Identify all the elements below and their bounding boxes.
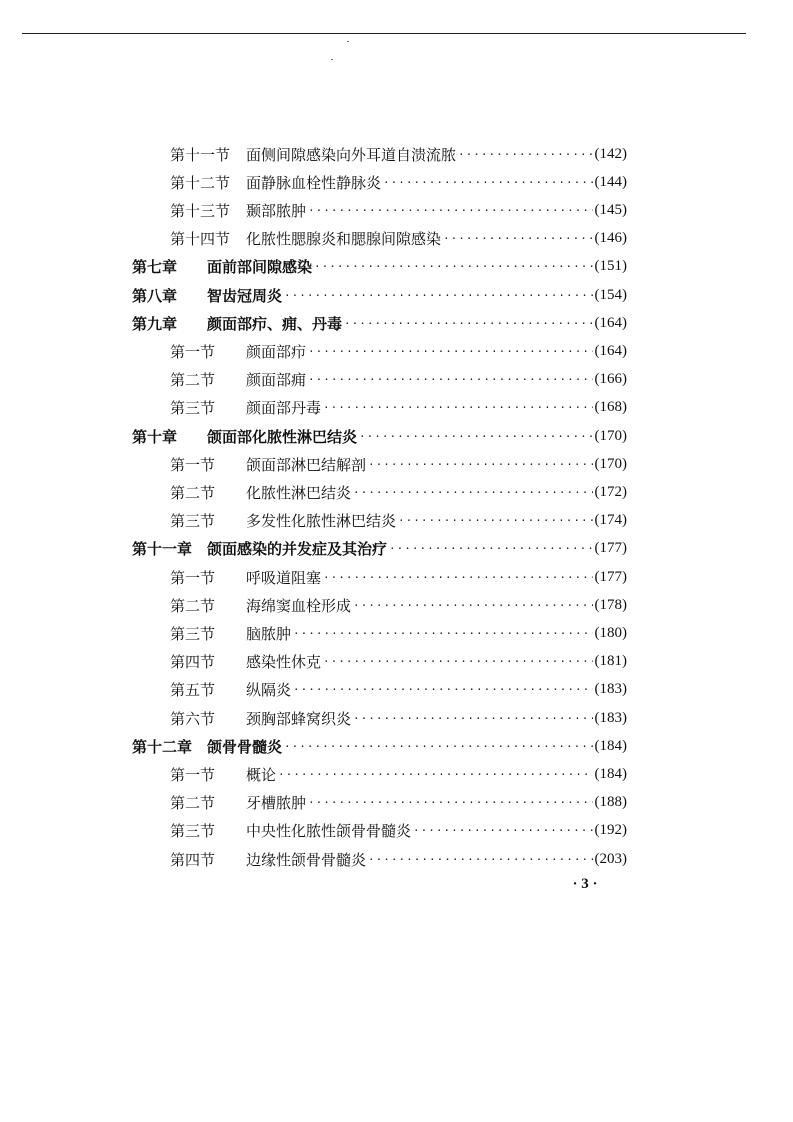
toc-section-entry[interactable] xyxy=(170,168,627,196)
section-number: 第一节 xyxy=(170,342,216,361)
dot-leader xyxy=(284,289,592,302)
section-title: 海绵窦血栓形成 xyxy=(246,596,352,615)
section-title: 颈胸部蜂窝织炎 xyxy=(246,709,352,728)
dot-leader xyxy=(278,768,592,781)
dot-leader xyxy=(383,176,592,189)
page-reference: (146) xyxy=(594,230,627,247)
chapter-number: 第十二章 xyxy=(132,737,193,756)
page-reference: (184) xyxy=(594,737,627,754)
chapter-title: 面前部间隙感染 xyxy=(207,258,313,277)
chapter-number: 第八章 xyxy=(132,286,178,305)
toc-chapter-entry[interactable] xyxy=(132,535,627,563)
dot-leader xyxy=(323,571,592,584)
scan-speck xyxy=(347,41,349,42)
dot-leader xyxy=(323,655,592,668)
section-number: 第十三节 xyxy=(170,201,231,220)
chapter-title: 颌骨骨髓炎 xyxy=(207,737,283,756)
toc-section-entry[interactable] xyxy=(170,619,627,647)
section-title: 多发性化脓性淋巴结炎 xyxy=(246,512,397,531)
dot-leader xyxy=(308,373,592,386)
dot-leader xyxy=(398,514,592,527)
chapter-title: 颌面部化脓性淋巴结炎 xyxy=(207,427,358,446)
section-number: 第五节 xyxy=(170,681,216,700)
dot-leader xyxy=(284,740,592,753)
chapter-title: 智齿冠周炎 xyxy=(207,286,283,305)
dot-leader xyxy=(308,345,592,358)
toc-chapter-entry[interactable] xyxy=(132,732,627,760)
page-reference: (177) xyxy=(594,540,627,557)
dot-leader xyxy=(353,486,592,499)
section-number: 第二节 xyxy=(170,596,216,615)
toc-section-entry[interactable] xyxy=(170,225,627,253)
section-number: 第三节 xyxy=(170,624,216,643)
section-number: 第四节 xyxy=(170,653,216,672)
section-number: 第二节 xyxy=(170,794,216,813)
dot-leader xyxy=(368,458,592,471)
section-title: 颜面部痈 xyxy=(246,371,307,390)
page-reference: (183) xyxy=(594,709,627,726)
dot-leader xyxy=(389,542,592,555)
toc-section-entry[interactable] xyxy=(170,450,627,478)
section-title: 中央性化脓性颌骨骨髓炎 xyxy=(246,822,412,841)
section-title: 颌面部淋巴结解剖 xyxy=(246,455,367,474)
page-reference: (203) xyxy=(594,850,627,867)
dot-leader xyxy=(458,148,592,161)
toc-section-entry[interactable] xyxy=(170,789,627,817)
page-reference: (142) xyxy=(594,145,627,162)
page-reference: (144) xyxy=(594,173,627,190)
dot-leader xyxy=(359,430,592,443)
section-title: 颜面部疖 xyxy=(246,342,307,361)
toc-section-entry[interactable] xyxy=(170,676,627,704)
page-reference: (154) xyxy=(594,286,627,303)
toc-chapter-entry[interactable] xyxy=(132,253,627,281)
page-reference: (180) xyxy=(594,624,627,641)
section-number: 第二节 xyxy=(170,371,216,390)
page-reference: (178) xyxy=(594,596,627,613)
section-number: 第四节 xyxy=(170,850,216,869)
page-number: · 3 · xyxy=(572,876,598,892)
dot-leader xyxy=(344,317,592,330)
page-reference: (164) xyxy=(594,342,627,359)
scan-speck xyxy=(331,59,333,60)
page-reference: (188) xyxy=(594,794,627,811)
section-title: 化脓性腮腺炎和腮腺间隙感染 xyxy=(246,230,442,249)
section-number: 第十二节 xyxy=(170,173,231,192)
section-number: 第一节 xyxy=(170,765,216,784)
section-number: 第十一节 xyxy=(170,145,231,164)
toc-section-entry[interactable] xyxy=(170,591,627,619)
section-number: 第十四节 xyxy=(170,230,231,249)
dot-leader xyxy=(368,853,592,866)
section-title: 脑脓肿 xyxy=(246,624,292,643)
section-number: 第二节 xyxy=(170,483,216,502)
section-title: 颜面部丹毒 xyxy=(246,399,322,418)
page-reference: (164) xyxy=(594,314,627,331)
section-number: 第一节 xyxy=(170,568,216,587)
toc-section-entry[interactable] xyxy=(170,648,627,676)
dot-leader xyxy=(314,260,592,273)
chapter-number: 第九章 xyxy=(132,314,178,333)
section-title: 面静脉血栓性静脉炎 xyxy=(246,173,382,192)
section-title: 边缘性颌骨骨髓炎 xyxy=(246,850,367,869)
toc-section-entry[interactable] xyxy=(170,704,627,732)
dot-leader xyxy=(323,401,592,414)
section-title: 呼吸道阻塞 xyxy=(246,568,322,587)
dot-leader xyxy=(353,712,592,725)
toc-section-entry[interactable] xyxy=(170,507,627,535)
chapter-number: 第十一章 xyxy=(132,540,193,559)
page-reference: (172) xyxy=(594,483,627,500)
dot-leader xyxy=(443,232,592,245)
toc-section-entry[interactable] xyxy=(170,478,627,506)
chapter-title: 颜面部疖、痈、丹毒 xyxy=(207,314,343,333)
page-reference: (168) xyxy=(594,399,627,416)
section-number: 第三节 xyxy=(170,399,216,418)
toc-section-entry[interactable] xyxy=(170,366,627,394)
dot-leader xyxy=(353,599,592,612)
page-reference: (181) xyxy=(594,653,627,670)
page-reference: (145) xyxy=(594,201,627,218)
toc-section-entry[interactable] xyxy=(170,760,627,788)
section-number: 第三节 xyxy=(170,822,216,841)
page-reference: (183) xyxy=(594,681,627,698)
dot-leader xyxy=(293,627,592,640)
toc-chapter-entry[interactable] xyxy=(132,422,627,450)
section-title: 概论 xyxy=(246,765,277,784)
chapter-number: 第七章 xyxy=(132,258,178,277)
toc-section-entry[interactable] xyxy=(170,563,627,591)
page-reference: (151) xyxy=(594,258,627,275)
toc-section-entry[interactable] xyxy=(170,817,627,845)
toc-section-entry[interactable] xyxy=(170,394,627,422)
toc-chapter-entry[interactable] xyxy=(132,309,627,337)
page-reference: (166) xyxy=(594,371,627,388)
section-title: 感染性休克 xyxy=(246,653,322,672)
toc-section-entry[interactable] xyxy=(170,196,627,224)
dot-leader xyxy=(293,683,592,696)
section-number: 第一节 xyxy=(170,455,216,474)
page-reference: (174) xyxy=(594,512,627,529)
chapter-number: 第十章 xyxy=(132,427,178,446)
section-title: 颞部脓肿 xyxy=(246,201,307,220)
section-number: 第六节 xyxy=(170,709,216,728)
chapter-title: 颌面感染的并发症及其治疗 xyxy=(207,540,388,559)
header-rule xyxy=(22,33,746,34)
page-reference: (170) xyxy=(594,427,627,444)
toc-section-entry[interactable] xyxy=(170,140,627,168)
page-reference: (192) xyxy=(594,822,627,839)
page-reference: (177) xyxy=(594,568,627,585)
toc-chapter-entry[interactable] xyxy=(132,281,627,309)
dot-leader xyxy=(413,824,592,837)
section-title: 面侧间隙感染向外耳道自溃流脓 xyxy=(246,145,457,164)
section-number: 第三节 xyxy=(170,512,216,531)
dot-leader xyxy=(308,204,592,217)
section-title: 化脓性淋巴结炎 xyxy=(246,483,352,502)
dot-leader xyxy=(308,796,592,809)
page-reference: (170) xyxy=(594,455,627,472)
toc-section-entry[interactable] xyxy=(170,337,627,365)
section-title: 牙槽脓肿 xyxy=(246,794,307,813)
toc-section-entry[interactable] xyxy=(170,845,627,873)
page-reference: (184) xyxy=(594,765,627,782)
section-title: 纵隔炎 xyxy=(246,681,292,700)
